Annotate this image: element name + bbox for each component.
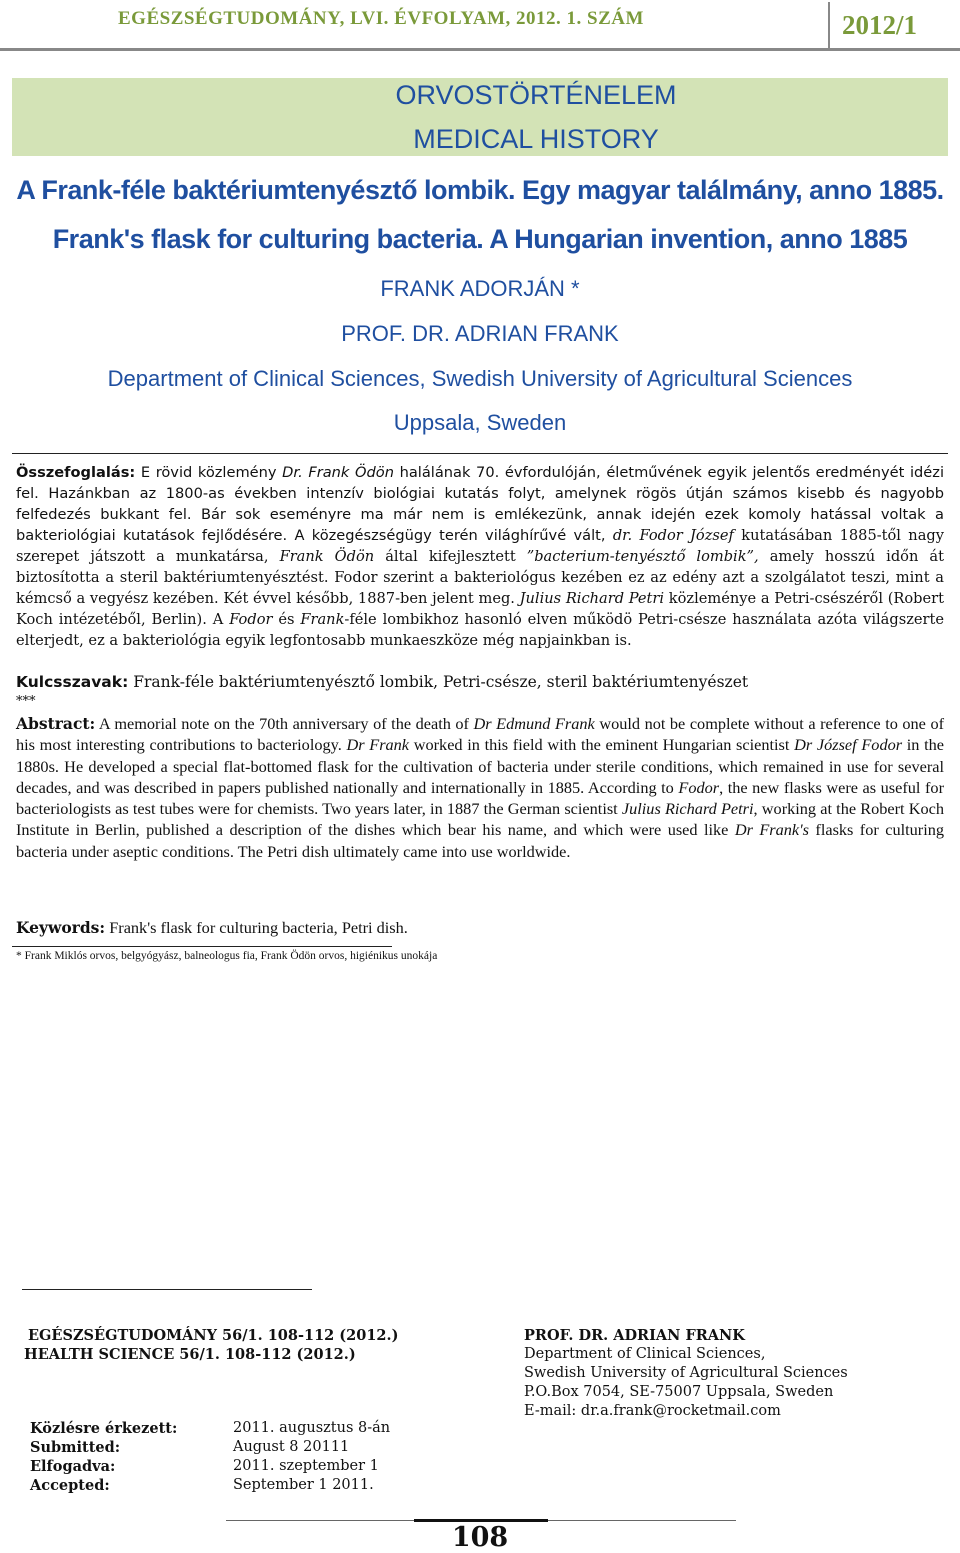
page-number: 108 [451, 1522, 509, 1553]
address-line: Department of Clinical Sciences, [524, 1346, 766, 1362]
date-value: 2011. szeptember 1 [233, 1458, 379, 1474]
citation-hu: EGÉSZSÉGTUDOMÁNY 56/1. 108-112 (2012.) [28, 1327, 399, 1344]
author-name-en: PROF. DR. ADRIAN FRANK [341, 321, 619, 346]
address-name: PROF. DR. ADRIAN FRANK [524, 1327, 745, 1344]
date-label: Accepted: [30, 1477, 110, 1494]
author-department: Department of Clinical Sciences, Swedish University of Agricultural Sciences [107, 366, 853, 391]
issue-number: 2012/1 [842, 10, 918, 40]
keywords-en: Keywords: Frank's flask for culturing bacteria, Petri dish. [16, 918, 408, 937]
author-city: Uppsala, Sweden [393, 410, 567, 435]
footer-rule-right [548, 1520, 736, 1521]
abstract-hu-label: Összefoglalás: [16, 464, 136, 481]
keywords-en-label: Keywords: [16, 918, 106, 937]
footnote: * Frank Miklós orvos, belgyógyász, balneologus fia, Frank Ödön orvos, higiénikus unokája [16, 950, 438, 962]
date-value: 2011. augusztus 8-án [233, 1420, 391, 1436]
section-title-hu: ORVOSTÖRTÉNELEM [395, 80, 677, 110]
separator-stars: *** [16, 694, 36, 709]
date-label: Közlésre érkezett: [30, 1420, 178, 1437]
footnote-rule [12, 946, 392, 947]
date-label: Elfogadva: [30, 1458, 116, 1475]
keywords-hu: Kulcsszavak: Frank-féle baktériumtenyésztő lombik, Petri-csésze, steril baktériumtenyészet [16, 673, 749, 691]
article-title-hu: A Frank-féle baktériumtenyésztő lombik. Egy magyar találmány, anno 1885. [16, 175, 944, 205]
abstract-hu: Összefoglalás: E rövid közlemény Dr. Frank Ödön halálának 70. évfordulóján, életművének egyik jelentős eredményét idézi fel. Hazánkban az 1800-as években intenzív biológiai kutatás folyt, amelynek rögös útján számos kisebb és nagyobb felfedezés bukkant fel. Bár sok eseményre ma már nem is emlékezünk, annak idején ezek komoly hatással voltak a bakteriológiai kutatások fejlődésére. A közegészségügy terén világhírűvé vált, dr. Fodor József kutatásában 1885-től nagy szerepet játszott a munkatársa, Frank Ödön által kifejlesztett ”bacterium-tenyésztő lombik”, amely hosszú időn át biztosította a steril baktériumtenyésztést. Fodor szerint a bakteriológus kezében ez az edény azt a szolgálatot teszi, mint a kémcső a vegyész kezében. Két évvel később, 1887-ben jelent meg. Julius Richard Petri közleménye a Petri-csészéről (Robert Koch intézetéből, Berlin). A Fodor és Frank-féle lombikhoz hasonló elven működö Petri-csésze használata azóta világszerte elterjedt, ez a bakteriológia egyik legfontosabb munkaeszköze még napjainkban is. [16, 464, 945, 649]
header-divider [828, 2, 830, 50]
keywords-hu-label: Kulcsszavak: [16, 673, 129, 691]
address-email: E-mail: dr.a.frank@rocketmail.com [524, 1403, 781, 1419]
address-line: Swedish University of Agricultural Sciences [524, 1365, 848, 1381]
address-line: P.O.Box 7054, SE-75007 Uppsala, Sweden [524, 1384, 834, 1400]
footer-rule-left [226, 1520, 414, 1521]
journal-header: EGÉSZSÉGTUDOMÁNY, LVI. ÉVFOLYAM, 2012. 1. SZÁM [118, 8, 644, 29]
section-title-en: MEDICAL HISTORY [413, 124, 659, 154]
date-value: September 1 2011. [233, 1477, 374, 1493]
abstract-en: Abstract: A memorial note on the 70th anniversary of the death of Dr Edmund Frank would not be complete without a reference to one of his most interesting contributions to bacteriology. Dr Frank worked in this field with the eminent Hungarian scientist Dr József Fodor in the 1880s. He developed a special flat-bottomed flask for the cultivation of bacteria under sterile conditions, which remained in use for several decades, and was described in papers published nationally and internationally in 1885. According to Fodor, the new flasks were as useful for bacteriologists as test tubes were for chemists. Two years later, in 1887 the German scientist Julius Richard Petri, working at the Robert Koch Institute in Berlin, published a description of the dishes which bear his name, and which were used like Dr Frank's flasks for culturing bacteria under aseptic conditions. The Petri dish ultimately came into use worldwide. [16, 714, 945, 861]
date-value: August 8 20111 [233, 1439, 350, 1455]
citation-en: HEALTH SCIENCE 56/1. 108-112 (2012.) [24, 1346, 356, 1363]
date-label: Submitted: [30, 1439, 121, 1456]
header-rule [0, 48, 960, 51]
abstract-rule [12, 453, 948, 454]
article-title-en: Frank's flask for culturing bacteria. A Hungarian invention, anno 1885 [52, 224, 908, 254]
abstract-en-label: Abstract: [16, 714, 96, 733]
author-name-hu: FRANK ADORJÁN * [380, 276, 580, 301]
bottom-separator [22, 1289, 312, 1290]
